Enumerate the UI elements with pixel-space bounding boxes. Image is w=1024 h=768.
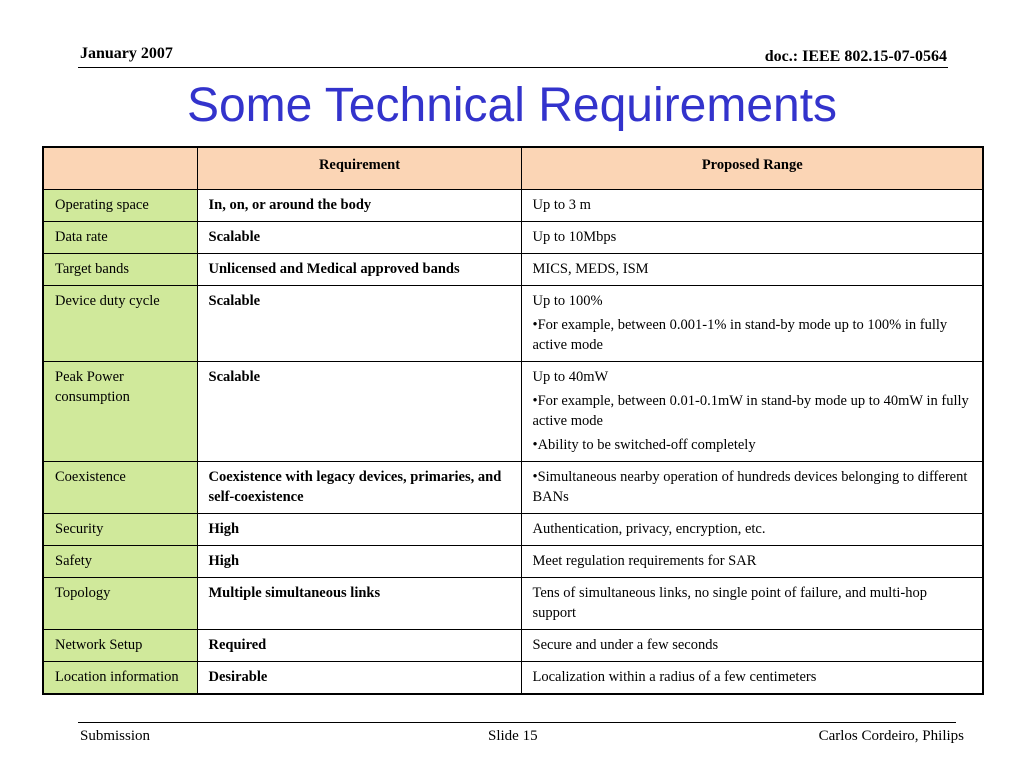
table-row	[43, 362, 983, 462]
proposed-range-cell	[521, 222, 983, 254]
row-name-cell: Target bands	[43, 254, 197, 286]
table-row	[43, 514, 983, 546]
proposed-range-cell	[521, 254, 983, 286]
row-name-cell: Data rate	[43, 222, 197, 254]
requirement-cell: High	[197, 546, 521, 578]
row-name-cell: Peak Power consumption	[43, 362, 197, 462]
range-text: Meet regulation requirements for SAR	[532, 553, 757, 569]
row-name-cell: Coexistence	[43, 462, 197, 514]
range-bullet: •For example, between 0.001-1% in stand-by mode up to 100% in fully active mode	[532, 317, 948, 353]
range-text: MICS, MEDS, ISM	[532, 261, 649, 277]
range-text: Tens of simultaneous links, no single point of failure, and multi-hop support	[532, 585, 927, 621]
table-row	[43, 662, 983, 695]
proposed-range-cell	[521, 462, 983, 514]
requirement-cell: Scalable	[197, 286, 521, 362]
requirement-cell: High	[197, 514, 521, 546]
table-row	[43, 462, 983, 514]
requirement-cell: Scalable	[197, 362, 521, 462]
table-body	[43, 190, 983, 695]
requirement-cell: Unlicensed and Medical approved bands	[197, 254, 521, 286]
range-text: Localization within a radius of a few centimeters	[532, 669, 817, 685]
range-text: •Simultaneous nearby operation of hundreds devices belonging to different BANs	[532, 469, 968, 505]
range-text: Authentication, privacy, encryption, etc.	[532, 521, 766, 537]
requirement-cell: Multiple simultaneous links	[197, 578, 521, 630]
table-row	[43, 546, 983, 578]
footer-author: Carlos Cordeiro, Philips	[818, 728, 964, 744]
table-row	[43, 578, 983, 630]
table-row	[43, 286, 983, 362]
requirement-cell: Coexistence with legacy devices, primaries, and self-coexistence	[197, 462, 521, 514]
proposed-range-cell	[521, 286, 983, 362]
proposed-range-cell	[521, 630, 983, 662]
row-name-cell: Location information	[43, 662, 197, 695]
table-row	[43, 630, 983, 662]
range-text: Up to 40mW	[532, 369, 609, 385]
requirement-cell: In, on, or around the body	[197, 190, 521, 222]
footer-submission: Submission	[80, 728, 151, 744]
range-bullet: •Ability to be switched-off completely	[532, 437, 756, 453]
row-name-cell: Device duty cycle	[43, 286, 197, 362]
requirement-cell: Scalable	[197, 222, 521, 254]
table-header-row	[43, 147, 983, 190]
row-name-cell: Safety	[43, 546, 197, 578]
footer-slide-number: Slide 15	[488, 728, 538, 744]
requirement-cell: Required	[197, 630, 521, 662]
footer-divider	[78, 722, 956, 723]
row-name-cell: Security	[43, 514, 197, 546]
table-header-proposed-range: Proposed Range	[521, 147, 983, 190]
requirements-table	[42, 146, 984, 695]
table-row	[43, 190, 983, 222]
table-row	[43, 254, 983, 286]
proposed-range-cell	[521, 546, 983, 578]
proposed-range-cell	[521, 514, 983, 546]
range-text: Secure and under a few seconds	[532, 637, 719, 653]
page-title: Some Technical Requirements	[186, 79, 838, 132]
requirement-cell: Desirable	[197, 662, 521, 695]
proposed-range-cell	[521, 662, 983, 695]
range-text: Up to 3 m	[532, 197, 591, 213]
table-row	[43, 222, 983, 254]
requirements-table-wrapper	[42, 146, 982, 695]
range-text: Up to 10Mbps	[532, 229, 617, 245]
header-doc-id: doc.: IEEE 802.15-07-0564	[764, 48, 947, 65]
row-name-cell: Operating space	[43, 190, 197, 222]
range-bullet: •For example, between 0.01-0.1mW in stand-by mode up to 40mW in fully active mode	[532, 393, 969, 429]
table-header-empty	[43, 147, 197, 190]
table-header-requirement: Requirement	[197, 147, 521, 190]
proposed-range-cell	[521, 190, 983, 222]
header-date: January 2007	[80, 45, 173, 62]
row-name-cell: Topology	[43, 578, 197, 630]
header-divider	[78, 67, 948, 68]
range-text: Up to 100%	[532, 293, 603, 309]
row-name-cell: Network Setup	[43, 630, 197, 662]
proposed-range-cell	[521, 362, 983, 462]
proposed-range-cell	[521, 578, 983, 630]
